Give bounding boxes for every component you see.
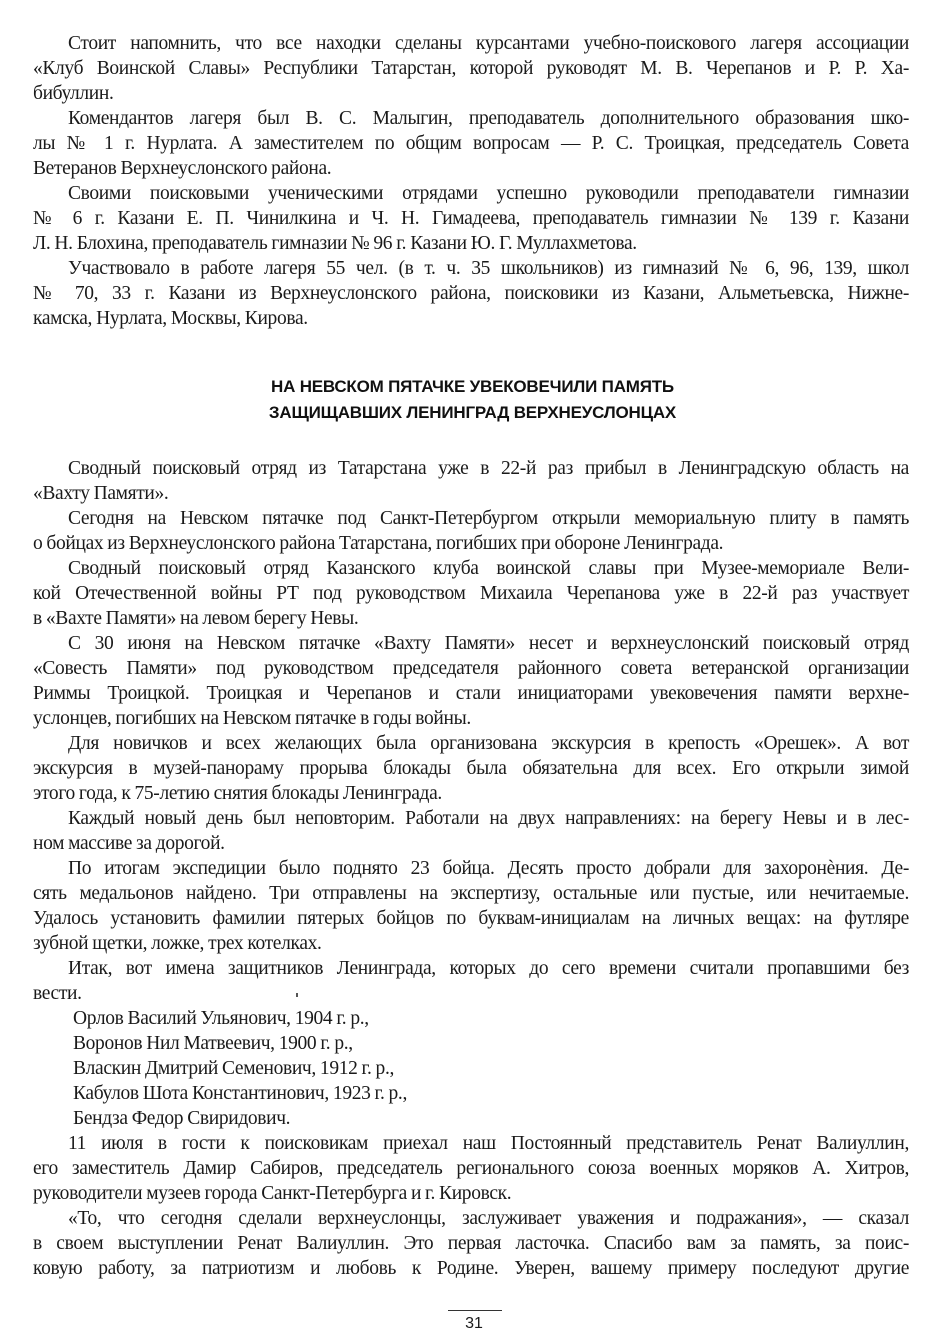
text-line: По итогам экспедиции было поднято 23 бойца. Десять просто добрали для захоронѐния. Де-	[68, 858, 909, 879]
paragraph	[33, 806, 909, 856]
paragraph	[33, 181, 909, 256]
paragraph	[33, 1206, 909, 1281]
text-line: «Вахту Памяти».	[33, 483, 169, 504]
text-line: сять медальонов найдено. Три отправлены на экспертизу, остальные или пустые, или нечитаемые.	[33, 883, 909, 904]
text-line: камска, Нурлата, Москвы, Кирова.	[33, 308, 308, 329]
text-line: Комендантов лагеря был В. С. Малыгин, преподаватель дополнительного образования шко-	[68, 108, 909, 129]
text-line: Ветеранов Верхнеуслонского района.	[33, 158, 332, 179]
article-title-line-2: ЗАЩИЩАВШИХ ЛЕНИНГРАД ВЕРХНЕУСЛОНЦАХ	[268, 403, 677, 422]
text-line: ковую работу, за патриотизм и любовь к Родине. Уверен, вашему примеру последуют другие	[33, 1258, 909, 1279]
text-line: бибуллин.	[33, 83, 114, 104]
text-line: Участвовало в работе лагеря 55 чел. (в т. ч. 35 школьников) из гимназий № 6, 96, 139, школ	[68, 258, 909, 279]
paragraph	[33, 556, 909, 631]
paragraph	[33, 506, 909, 556]
text-line: Удалось установить фамилии пятерых бойцов по буквам-инициалам на личных вещах: на футляре	[33, 908, 909, 929]
text-line: экскурсия в музей-панораму прорыва блокады была обязательна для всех. Его открыли зимой	[33, 758, 909, 779]
text-line: «Совесть Памяти» под руководством председателя районного совета ветеранской организации	[33, 658, 909, 679]
list-item: Кабулов Шота Константинович, 1923 г. р.,	[73, 1083, 407, 1104]
text-line: Риммы Троицкой. Троицкая и Черепанов и стали инициаторами увековечения памяти верхне-	[33, 683, 909, 704]
paragraph	[33, 1131, 909, 1206]
text-line: Сводный поисковый отряд Казанского клуба воинской славы при Музее-мемориале Вели-	[68, 558, 909, 579]
page-number: 31	[465, 1315, 483, 1332]
text-line: «Клуб Воинской Славы» Республики Татарстан, которой руководят М. В. Черепанов и Р. Р. Ха-	[33, 58, 909, 79]
text-line: Каждый новый день был неповторим. Работали на двух направлениях: на берегу Невы и в лес-	[68, 808, 909, 829]
text-line: лы № 1 г. Нурлата. А заместителем по общим вопросам — Р. С. Троицкая, председатель Совета	[33, 133, 909, 154]
paragraph	[33, 456, 909, 506]
paragraph	[33, 631, 909, 731]
text-line: этого года, к 75-летию снятия блокады Ленинграда.	[33, 783, 442, 804]
paragraph	[33, 31, 909, 106]
paragraph	[33, 731, 909, 806]
list-item: Власкин Дмитрий Семенович, 1912 г. р.,	[73, 1058, 395, 1079]
intro-section	[33, 31, 909, 331]
article-title-line-1: НА НЕВСКОМ ПЯТАЧКЕ УВЕКОВЕЧИЛИ ПАМЯТЬ	[271, 377, 674, 396]
text-line: в «Вахте Памяти» на левом берегу Невы.	[33, 608, 359, 629]
article-body	[33, 456, 909, 1281]
text-line: С 30 июня на Невском пятачке «Вахту Памяти» несет и верхнеуслонский поисковый отряд	[68, 633, 909, 654]
text-line: № 70, 33 г. Казани из Верхнеуслонского района, поисковики из Казани, Альметьевска, Нижне-	[33, 283, 909, 304]
text-line: ном массиве за дорогой.	[33, 833, 225, 854]
text-line: Сегодня на Невском пятачке под Санкт-Петербургом открыли мемориальную плиту в память	[68, 508, 909, 529]
text-line: Своими поисковыми ученическими отрядами успешно руководили преподаватели гимназии	[68, 183, 909, 204]
footer-rule	[448, 1310, 502, 1311]
text-line: в своем выступлении Ренат Валиуллин. Это первая ласточка. Спасибо вам за память, за поис-	[33, 1233, 909, 1254]
text-line: Итак, вот имена защитников Ленинграда, которых до сего времени считали пропавшими без	[68, 958, 909, 979]
text-line: руководители музеев города Санкт-Петербурга и г. Кировск.	[33, 1183, 512, 1204]
text-line: его заместитель Дамир Сабиров, председатель регионального союза военных моряков А. Хитров,	[33, 1158, 909, 1179]
list-item: Воронов Нил Матвеевич, 1900 г. р.,	[73, 1033, 353, 1054]
text-line: «То, что сегодня сделали верхнеуслонцы, заслуживает уважения и подражания», — сказал	[68, 1208, 909, 1229]
text-line: вести.	[33, 983, 82, 1004]
text-line: кой Отечественной войны РТ под руководством Михаила Черепанова уже в 22-й раз участвует	[33, 583, 909, 604]
text-line: Л. Н. Блохина, преподаватель гимназии № 96 г. Казани Ю. Г. Муллахметова.	[33, 233, 637, 254]
text-line: № 6 г. Казани Е. П. Чинилкина и Ч. Н. Гимадеева, преподаватель гимназии № 139 г. Казани	[33, 208, 909, 229]
text-line: 11 июля в гости к поисковикам приехал наш Постоянный представитель Ренат Валиуллин,	[68, 1133, 909, 1154]
text-line: услонцев, погибших на Невском пятачке в годы войны.	[33, 708, 471, 729]
list-item: Орлов Василий Ульянович, 1904 г. р.,	[73, 1008, 369, 1029]
paragraph	[33, 856, 909, 956]
list-item: Бендза Федор Свиридович.	[73, 1108, 291, 1129]
text-line: зубной щетки, ложке, трех котелках.	[33, 933, 322, 954]
text-line: Стоит напомнить, что все находки сделаны курсантами учебно-поискового лагеря ассоциации	[68, 33, 909, 54]
names-list	[33, 1006, 909, 1131]
paragraph	[33, 256, 909, 331]
paragraph	[33, 956, 909, 1006]
text-line: о бойцах из Верхнеуслонского района Татарстана, погибших при обороне Ленинграда.	[33, 533, 724, 554]
paragraph	[33, 106, 909, 181]
text-line: Сводный поисковый отряд из Татарстана уже в 22-й раз прибыл в Ленинградскую область на	[68, 458, 909, 479]
scan-speck	[296, 993, 298, 997]
text-line: Для новичков и всех желающих была организована экскурсия в крепость «Орешек». А вот	[68, 733, 909, 754]
